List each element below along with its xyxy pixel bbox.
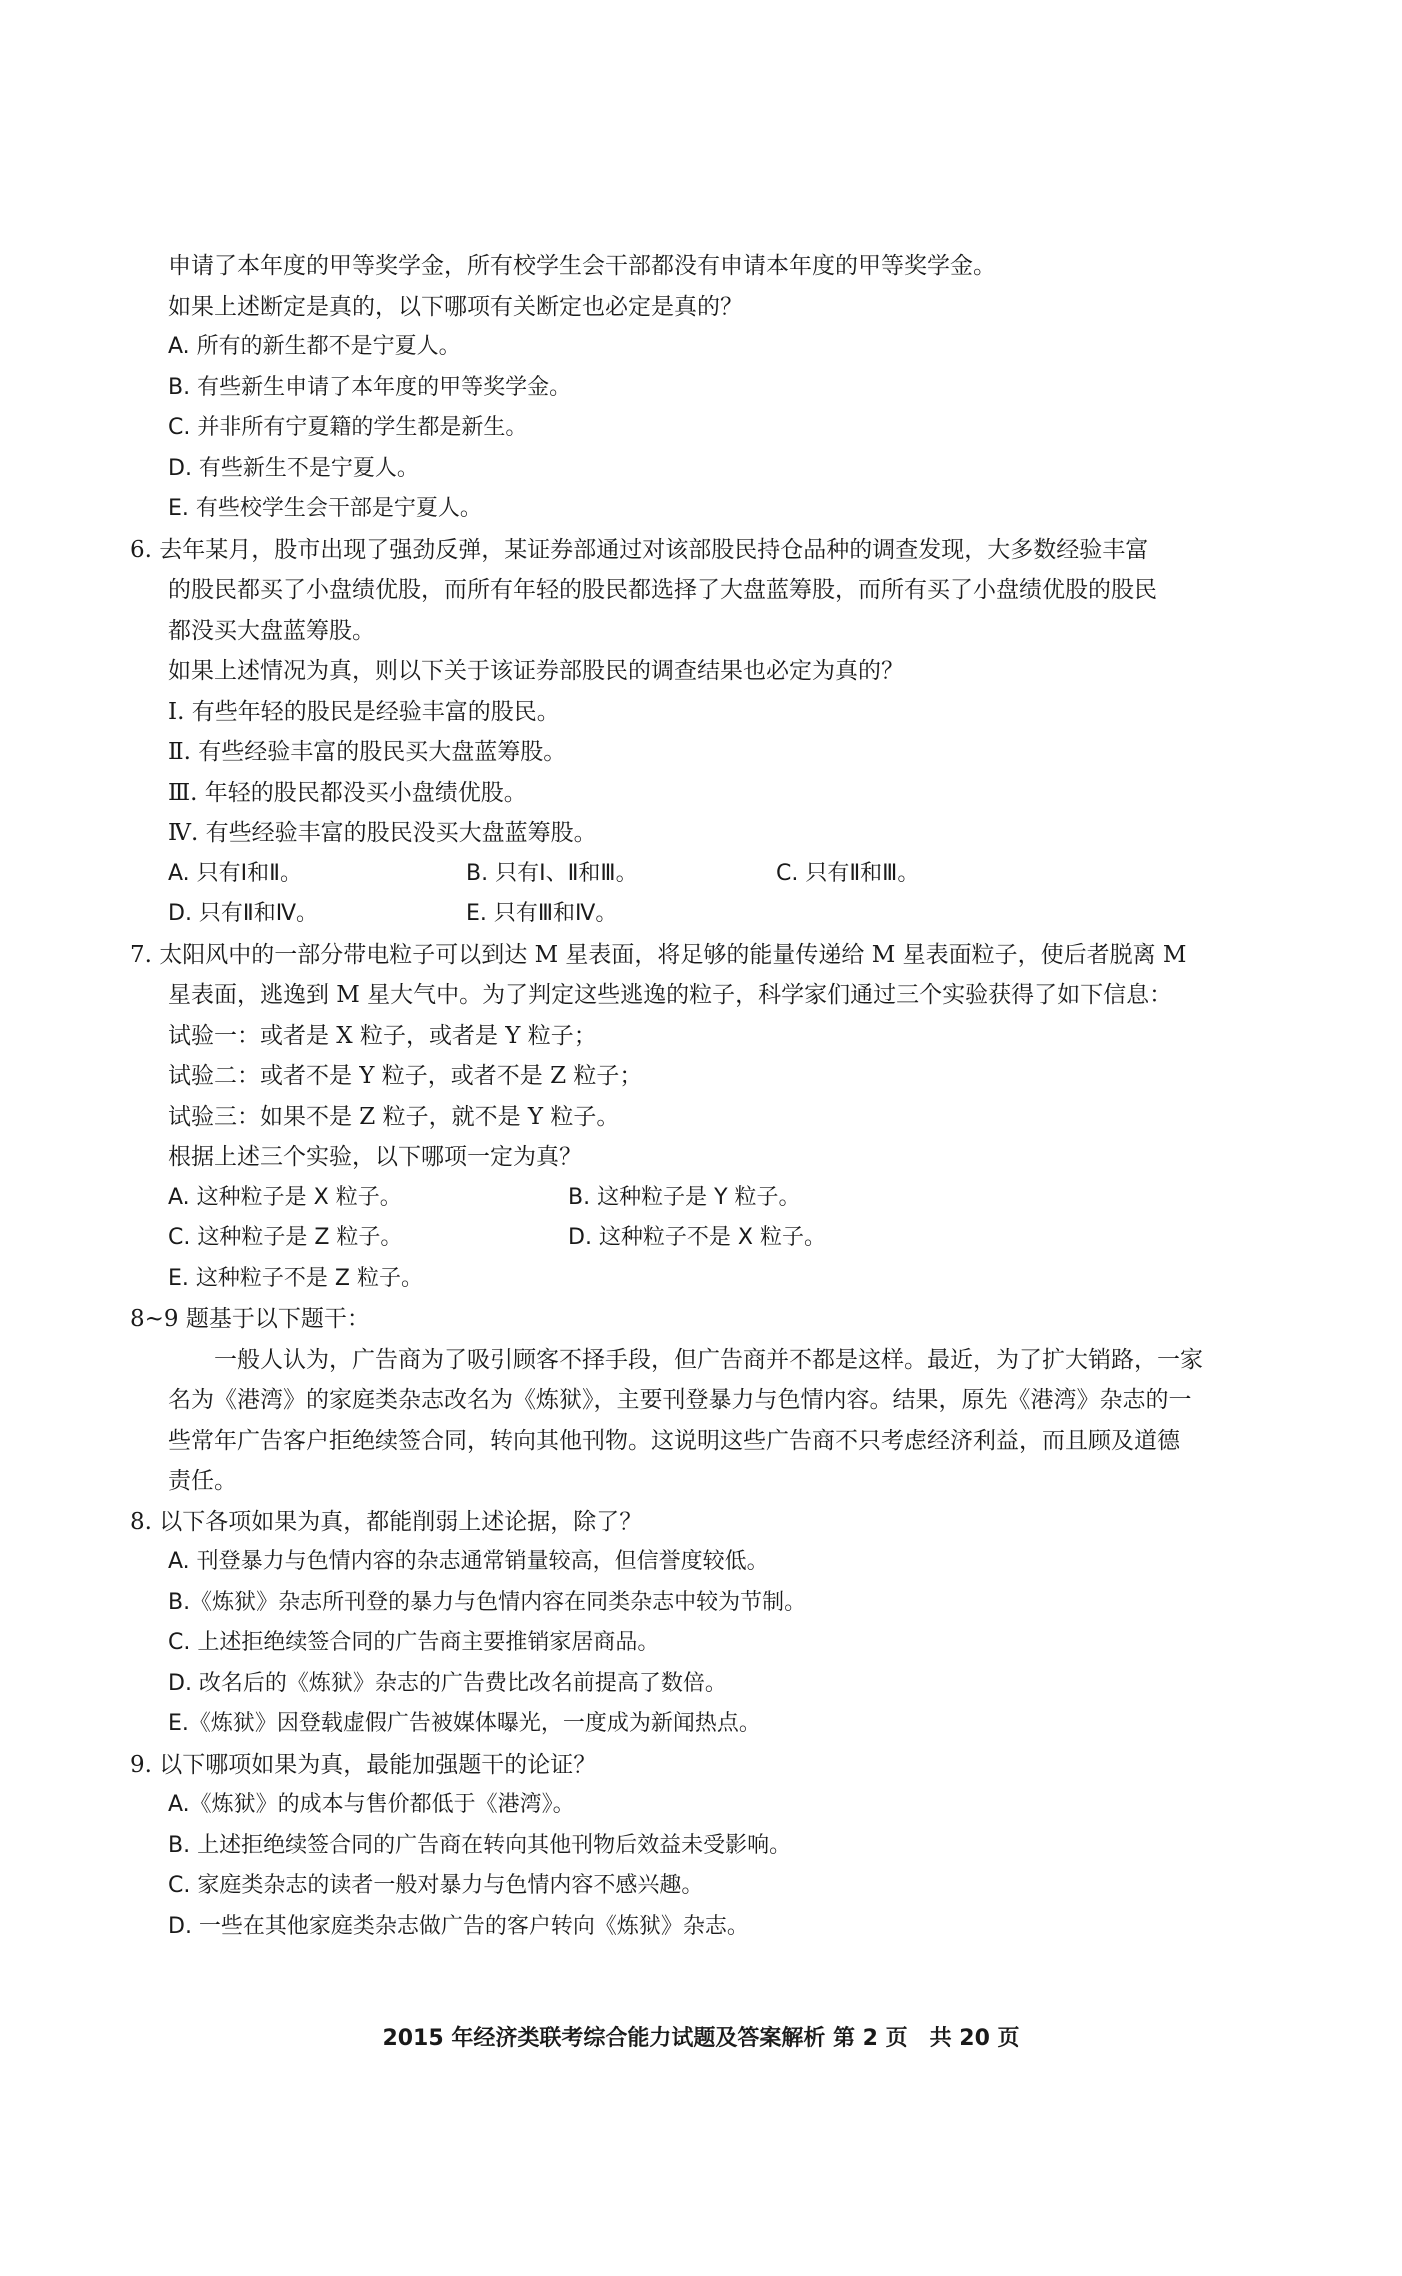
q8-option-a: A. 刊登暴力与色情内容的杂志通常销量较高，但信誉度较低。 — [168, 1549, 769, 1574]
q5-continuation: 申请了本年度的甲等奖学金，所有校学生会干部都没有申请本年度的甲等奖学金。 — [168, 253, 996, 279]
q6-option-c: C. 只有Ⅱ和Ⅲ。 — [776, 860, 920, 886]
q6-statement-3: Ⅲ. 年轻的股民都没买小盘绩优股。 — [168, 779, 527, 806]
q6-option-d: D. 只有Ⅱ和Ⅳ。 — [168, 901, 319, 926]
q8-stem: 8. 以下各项如果为真，都能削弱上述论据，除了？ — [130, 1508, 643, 1535]
q6-stem-line-3: 都没买大盘蓝筹股。 — [168, 617, 375, 644]
q7-stem-line-1: 7. 太阳风中的一部分带电粒子可以到达 M 星表面，将足够的能量传递给 M 星表面粒子，使后者脱离 M — [130, 941, 1187, 968]
q6-statement-1: Ⅰ. 有些年轻的股民是经验丰富的股民。 — [168, 698, 560, 725]
q5-option-a: A. 所有的新生都不是宁夏人。 — [168, 334, 461, 359]
q7-option-a: A. 这种粒子是 X 粒子。 — [168, 1184, 402, 1210]
q9-option-c: C. 家庭类杂志的读者一般对暴力与色情内容不感兴趣。 — [168, 1873, 704, 1898]
q6-options-row-2 — [168, 894, 1300, 935]
q7-stem-line-2: 星表面，逃逸到 M 星大气中。为了判定这些逃逸的粒子，科学家们通过三个实验获得了如下信息： — [168, 982, 1173, 1008]
q7-question: 根据上述三个实验，以下哪项一定为真？ — [168, 1144, 582, 1170]
q8-option-e: E.《炼狱》因登载虚假广告被媒体曝光，一度成为新闻热点。 — [168, 1711, 761, 1736]
q7-option-c: C. 这种粒子是 Z 粒子。 — [168, 1225, 403, 1250]
q9-option-b: B. 上述拒绝续签合同的广告商在转向其他刊物后效益未受影响。 — [168, 1832, 792, 1858]
q8-option-d: D. 改名后的《炼狱》杂志的广告费比改名前提高了数倍。 — [168, 1670, 727, 1696]
q7-option-b: B. 这种粒子是 Y 粒子。 — [568, 1184, 801, 1210]
page-content — [130, 246, 1300, 1947]
q9-option-a: A.《炼狱》的成本与售价都低于《港湾》。 — [168, 1792, 575, 1817]
q6-statement-4: Ⅳ. 有些经验丰富的股民没买大盘蓝筹股。 — [168, 820, 597, 846]
q8-option-c: C. 上述拒绝续签合同的广告商主要推销家居商品。 — [168, 1630, 660, 1655]
q7-options-row-2 — [168, 1218, 1300, 1259]
q9-stem: 9. 以下哪项如果为真，最能加强题干的论证？ — [130, 1751, 597, 1778]
q6-question: 如果上述情况为真，则以下关于该证券部股民的调查结果也必定为真的？ — [168, 658, 904, 684]
q5-option-d: D. 有些新生不是宁夏人。 — [168, 455, 419, 481]
passage-line-4: 责任。 — [168, 1468, 237, 1494]
page-footer: 2015 年经济类联考综合能力试题及答案解析 第 2 页 共 20 页 — [382, 2026, 1020, 2051]
q6-stem-line-2: 的股民都买了小盘绩优股，而所有年轻的股民都选择了大盘蓝筹股，而所有买了小盘绩优股的股民 — [168, 577, 1157, 603]
passage-line-2: 名为《港湾》的家庭类杂志改名为《炼狱》，主要刊登暴力与色情内容。结果，原先《港湾》杂志的一 — [168, 1387, 1192, 1413]
q6-option-b: B. 只有Ⅰ、Ⅱ和Ⅲ。 — [466, 860, 638, 886]
q6-option-a: A. 只有Ⅰ和Ⅱ。 — [168, 860, 302, 886]
passage-line-3: 些常年广告客户拒绝续签合同，转向其他刊物。这说明这些广告商不只考虑经济利益，而且顾及道德 — [168, 1427, 1180, 1454]
q8-option-b: B.《炼狱》杂志所刊登的暴力与色情内容在同类杂志中较为节制。 — [168, 1589, 807, 1615]
q5-option-b: B. 有些新生申请了本年度的甲等奖学金。 — [168, 374, 572, 400]
q7-option-d: D. 这种粒子不是 X 粒子。 — [568, 1225, 826, 1250]
q8-9-intro: 8~9 题基于以下题干： — [130, 1306, 370, 1332]
q7-options-row-1 — [168, 1178, 1300, 1219]
q9-option-d: D. 一些在其他家庭类杂志做广告的客户转向《炼狱》杂志。 — [168, 1913, 749, 1939]
q7-test-3: 试验三：如果不是 Z 粒子，就不是 Y 粒子。 — [168, 1103, 620, 1130]
q6-options-row-1 — [168, 854, 1300, 895]
q5-option-c: C. 并非所有宁夏籍的学生都是新生。 — [168, 415, 528, 440]
q6-option-e: E. 只有Ⅲ和Ⅳ。 — [466, 901, 618, 926]
q5-option-e: E. 有些校学生会干部是宁夏人。 — [168, 496, 482, 521]
q6-statement-2: Ⅱ. 有些经验丰富的股民买大盘蓝筹股。 — [168, 739, 567, 765]
q6-stem-line-1: 6. 去年某月，股市出现了强劲反弹，某证券部通过对该部股民持仓品种的调查发现，大多数经验丰富 — [130, 536, 1149, 563]
q7-test-2: 试验二：或者不是 Y 粒子，或者不是 Z 粒子； — [168, 1063, 643, 1089]
q7-option-e: E. 这种粒子不是 Z 粒子。 — [168, 1265, 423, 1291]
q5-question: 如果上述断定是真的，以下哪项有关断定也必定是真的？ — [168, 293, 743, 320]
q7-test-1: 试验一：或者是 X 粒子，或者是 Y 粒子； — [168, 1022, 597, 1049]
passage-line-1: 一般人认为，广告商为了吸引顾客不择手段，但广告商并不都是这样。最近，为了扩大销路，一家 — [214, 1346, 1203, 1373]
